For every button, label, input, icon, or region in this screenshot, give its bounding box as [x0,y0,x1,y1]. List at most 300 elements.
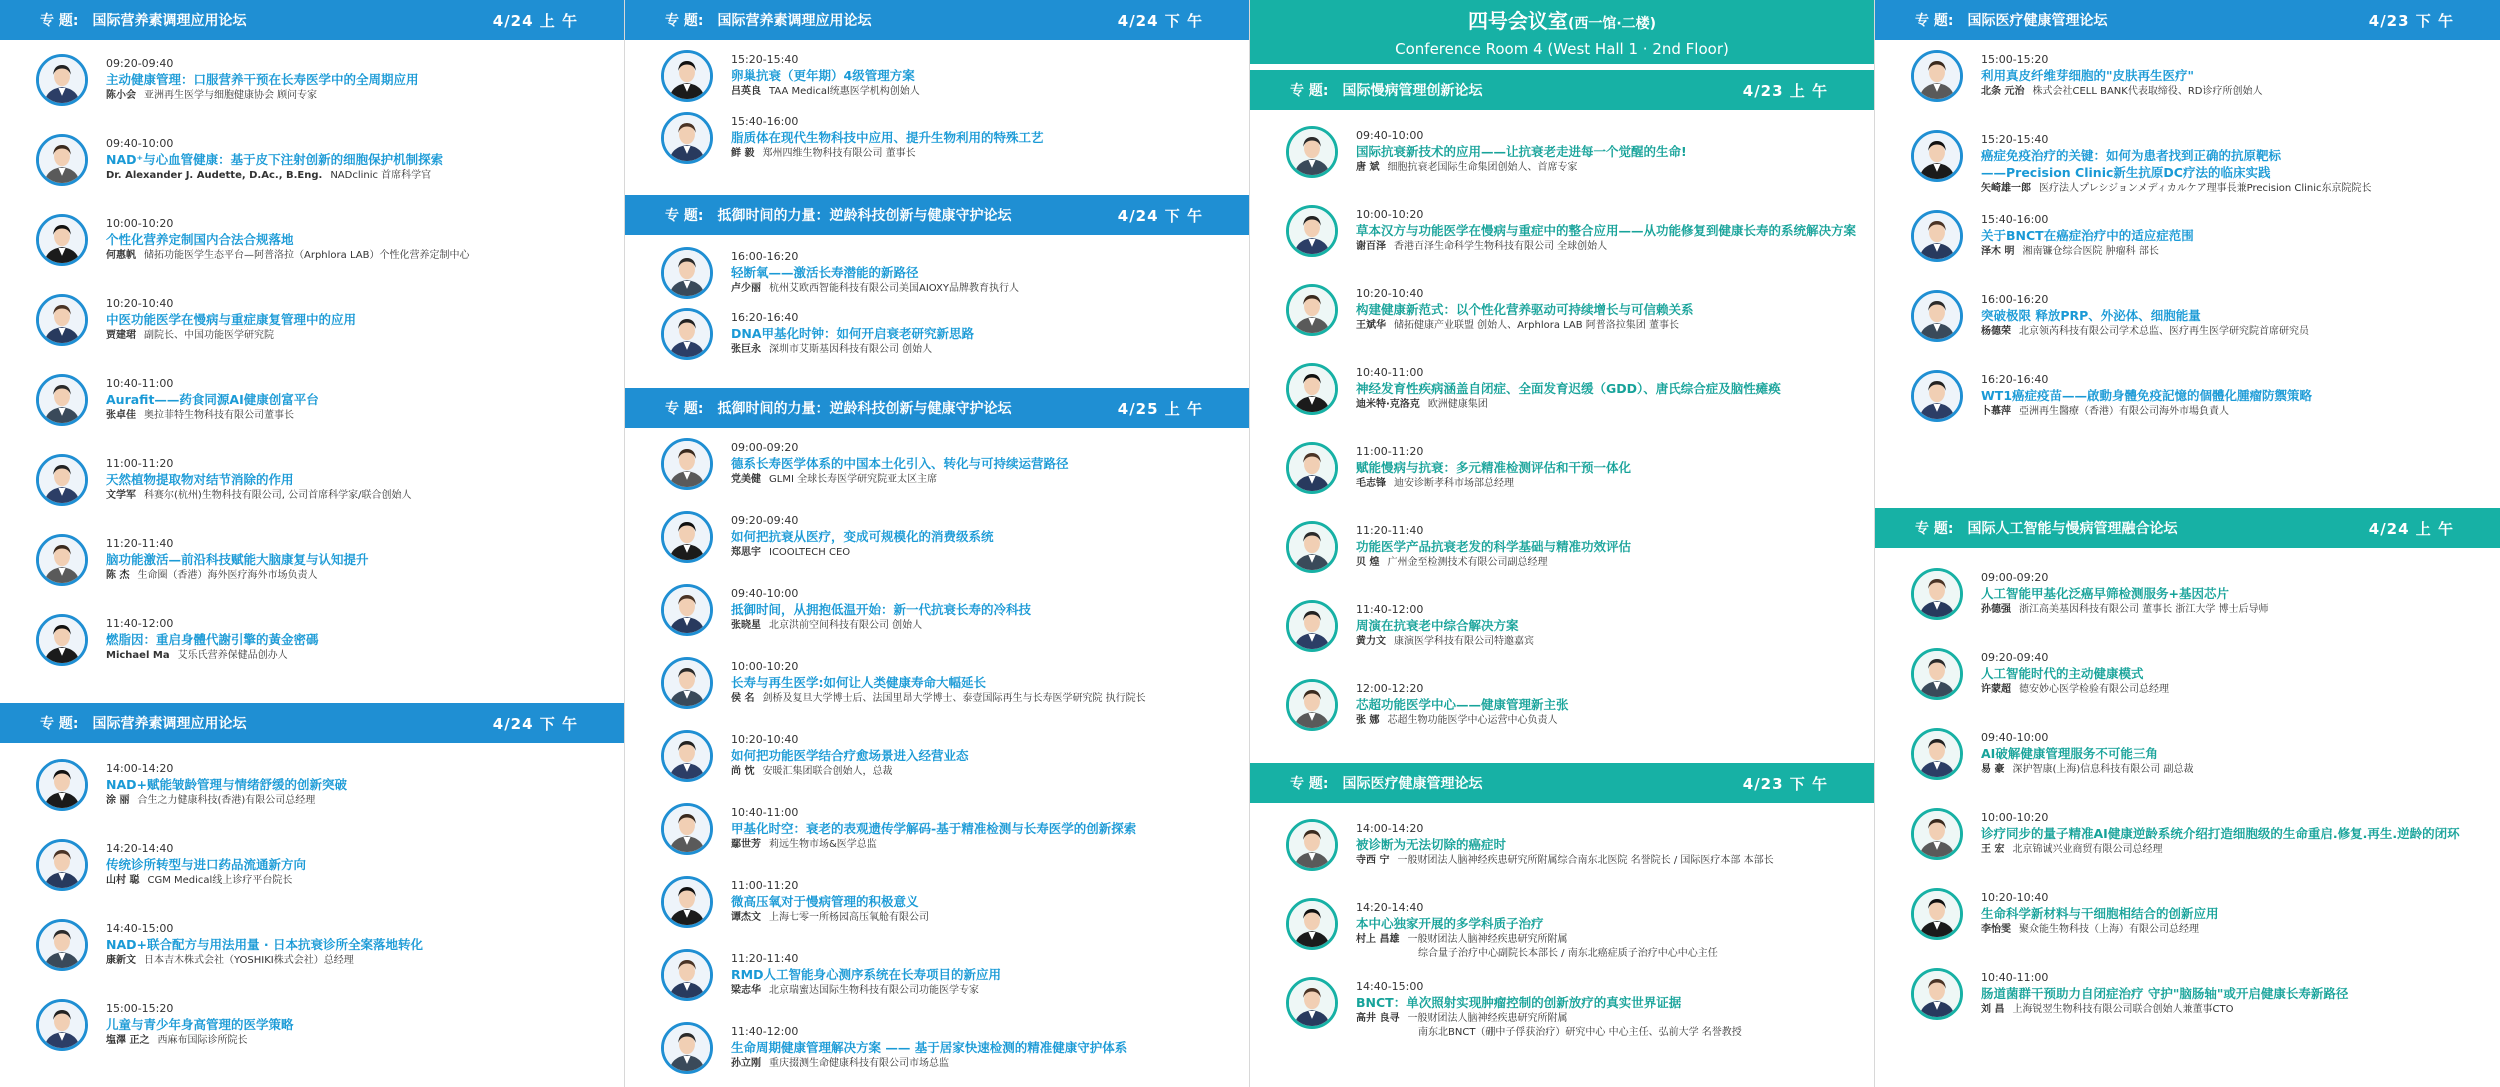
session-topic [1915,10,2107,30]
speaker-role: 科赛尔(杭州)生物科技有限公司, 公司首席科学家/联合创始人 [144,490,412,501]
speaker-photo [1911,568,1963,620]
talk-title: NAD⁺与心血管健康：基于皮下注射创新的细胞保护机制探索 [106,152,444,167]
speaker-name: 迪米特·克洛克 [1356,399,1420,410]
speaker-line [106,408,616,423]
talk-title: 构建健康新范式：以个性化营养驱动可持续增长与可信赖关系 [1356,302,1694,317]
speaker-photo [1911,968,1963,1020]
talk-item [36,450,616,510]
speaker-photo [1286,819,1338,871]
speaker-name: 孙立刚 [731,1058,761,1069]
speaker-name: 塩澤 正之 [106,1035,150,1046]
talk-time: 14:40-15:00 [106,922,174,935]
talk-item [661,653,1241,713]
speaker-name: 村上 昌雄 [1356,934,1400,945]
talk-text [731,951,1241,998]
speaker-name: 许蒙超 [1981,684,2011,695]
talk-item [1286,675,1866,735]
talk-time: 09:40-10:00 [1356,129,1424,142]
speaker-photo [661,1022,713,1074]
speaker-line [1981,84,2492,99]
speaker-photo [1286,600,1338,652]
speaker-name: Michael Ma [106,650,170,661]
speaker-role: 亞洲再生醫療（香港）有限公司海外市場負責人 [2019,406,2229,417]
talk-item [36,210,616,270]
talk-time: 11:20-11:40 [731,952,799,965]
talk-time: 16:20-16:40 [1981,373,2049,386]
speaker-role: 株式会社CELL BANK代表取缔役、RD诊疗所创始人 [2032,86,2263,97]
speaker-photo [1286,126,1338,178]
speaker-name: 北条 元治 [1981,86,2025,97]
speaker-name: 卜慕萍 [1981,406,2011,417]
speaker-role: GLMI 全球长寿医学研究院亚太区主席 [769,474,938,485]
talk-text [731,249,1241,296]
talk-title: 长寿与再生医学:如何让人类健康寿命大幅延长 [731,675,986,690]
talk-text [731,586,1241,633]
session-block [1250,763,1874,1038]
talk-title: 癌症免疫治疗的关键：如何为患者找到正确的抗原靶标 [1981,148,2282,163]
talk-item [36,130,616,190]
talk-item [661,726,1241,786]
speaker-line [106,873,616,888]
talk-text [106,296,616,343]
speaker-photo [661,949,713,1001]
speaker-role: 重庆掇测生命健康科技有限公司市场总监 [769,1058,949,1069]
talk-title: NAD+赋能皱龄管理与情绪舒缓的创新突破 [106,777,347,792]
talk-item [1911,126,2492,194]
talk-item [1911,564,2492,624]
talk-text [731,52,1241,99]
speaker-name: 张巨永 [731,344,761,355]
speaker-role: 上海锐翌生物科技有限公司联合创始人兼董事CTO [2012,1004,2234,1015]
talk-text [1356,286,1866,333]
speaker-line [1981,842,2492,857]
session-topic [1915,518,2177,538]
talk-text [106,136,616,183]
talk-time: 10:40-11:00 [1356,366,1424,379]
speaker-name: 张晓星 [731,620,761,631]
talk-time: 09:20-09:40 [731,514,799,527]
speaker-photo [661,511,713,563]
speaker-role: 迪安诊断孝科市场部总经理 [1394,478,1514,489]
talk-text [731,440,1241,487]
speaker-role-extra: 南东北BNCT（硼中子俘获治疗）研究中心 中心主任、弘前大学 名誉教授 [1418,1027,1742,1038]
speaker-name: 黄力文 [1356,636,1386,647]
speaker-photo [661,657,713,709]
talk-item [661,799,1241,859]
speaker-line [1356,397,1866,412]
session-block [625,0,1249,159]
talk-item [1911,644,2492,704]
talk-text [106,921,616,968]
speaker-role: 副院长、中国功能医学研究院 [144,330,274,341]
topic-name: 国际营养素调理应用论坛 [717,13,872,29]
speaker-name: 毛志锋 [1356,478,1386,489]
topic-name: 抵御时间的力量：逆龄科技创新与健康守护论坛 [717,208,1012,224]
talk-title: 天然植物提取物对结节消除的作用 [106,472,294,487]
speaker-photo [1911,290,1963,342]
speaker-photo [36,614,88,666]
talk-title: 个性化营养定制国内合法合规落地 [106,232,294,247]
session-block [625,388,1249,1069]
speaker-role: 亚洲再生医学与细胞健康协会 顾问专家 [144,90,318,101]
speaker-photo [36,534,88,586]
talk-time: 09:40-10:00 [106,137,174,150]
speaker-photo [1286,442,1338,494]
talk-time: 10:40-11:00 [1981,971,2049,984]
session-date: 4/23 上 午 [1742,81,1828,100]
session-topic [1290,773,1482,793]
session-block [625,195,1249,355]
talk-text [106,616,616,663]
session-block [1875,0,2500,417]
speaker-role: 芯超生物功能医学中心运营中心负责人 [1387,715,1558,726]
speaker-role: 日本吉木株式会社（YOSHIKI株式会社）总经理 [144,955,354,966]
topic-label: 专 题: [665,401,704,417]
speaker-line [731,472,1241,487]
topic-label: 专 题: [40,716,79,732]
session-topic [665,398,1011,418]
speaker-photo [661,730,713,782]
talk-subtitle: ——Precision Clinic新生抗原DC疗法的临床实践 [1981,165,2271,180]
speaker-photo [1286,521,1338,573]
talk-item [1911,286,2492,346]
talk-text [1356,365,1866,412]
speaker-photo [1911,50,1963,102]
talk-item [661,507,1241,567]
talk-text [106,1001,616,1048]
session-topic [665,205,1011,225]
talk-item [1286,122,1866,182]
speaker-name: 李怡雯 [1981,924,2011,935]
talk-item [36,290,616,350]
talk-title: 人工智能甲基化泛癌早筛检测服务+基因芯片 [1981,586,2229,601]
speaker-photo [1911,130,1963,182]
speaker-role: TAA Medical统惠医学机构创始人 [769,86,920,97]
talk-text [1981,890,2492,937]
speaker-line [731,910,1241,925]
talk-time: 10:00-10:20 [731,660,799,673]
speaker-line [1356,318,1866,333]
agenda-column-1 [0,0,625,1087]
speaker-photo [36,839,88,891]
talk-time: 09:40-10:00 [1981,731,2049,744]
talk-text [1356,602,1866,649]
speaker-photo [661,803,713,855]
talk-time: 11:00-11:20 [1356,445,1424,458]
speaker-line [1981,404,2492,419]
speaker-name: 泽木 明 [1981,246,2015,257]
talk-title: 周演在抗衰老中综合解决方案 [1356,618,1519,633]
talk-time: 11:20-11:40 [1356,524,1424,537]
session-topic [40,713,246,733]
talk-text [1981,650,2492,697]
talk-item [1286,517,1866,577]
speaker-role: CGM Medical线上诊疗平台院长 [147,875,293,886]
speaker-role: 医疗法人プレシジョンメディカルケア理事長兼Precision Clinic东京院院长 [2039,183,2372,194]
talk-title: 本中心独家开展的多学科质子治疗 [1356,916,1544,931]
speaker-photo [1286,977,1338,1029]
talk-text [106,761,616,808]
talk-title: 芯超功能医学中心——健康管理新主张 [1356,697,1569,712]
talk-item [36,50,616,110]
talk-item [1286,201,1866,261]
topic-name: 国际营养素调理应用论坛 [92,13,247,29]
speaker-photo [36,54,88,106]
session-header [1875,0,2500,40]
room-name: 四号会议室 [1467,9,1568,33]
speaker-photo [36,214,88,266]
talk-time: 09:20-09:40 [106,57,174,70]
speaker-line [1356,160,1866,175]
agenda-column-4 [1875,0,2500,1087]
topic-name: 抵御时间的力量：逆龄科技创新与健康守护论坛 [717,401,1012,417]
speaker-line [1981,244,2492,259]
speaker-line [106,248,616,263]
talk-text [1981,570,2492,617]
speaker-name: 鄢世芳 [731,839,761,850]
talk-item [1911,46,2492,106]
topic-label: 专 题: [1915,521,1954,537]
talk-time: 10:20-10:40 [106,297,174,310]
speaker-line [1981,602,2492,617]
speaker-photo [1911,648,1963,700]
speaker-line [731,146,1241,161]
speaker-role: 欧洲健康集团 [1427,399,1488,410]
speaker-name: 谭杰文 [731,912,761,923]
speaker-photo [1286,205,1338,257]
speaker-role: 一般财团法人脑神经疾患研究所附属综合南东北医院 名誉院长 / 国际医疗本部 本部长 [1397,855,1774,866]
talk-text [731,878,1241,925]
speaker-line [1356,634,1866,649]
speaker-name: 寺西 宁 [1356,855,1390,866]
speaker-name: 陈 杰 [106,570,130,581]
talk-time: 15:40-16:00 [1981,213,2049,226]
speaker-role: 杭州艾欧西智能科技有限公司美国AIOXY品牌教育执行人 [769,283,1019,294]
talk-item [1911,964,2492,1024]
talk-text [1356,821,1866,868]
speaker-name: 鲜 毅 [731,148,755,159]
speaker-name: 山村 聪 [106,875,140,886]
speaker-role: 艾乐氏营养保健品创办人 [177,650,288,661]
talk-title: 如何把功能医学结合疗愈场景进入经营业态 [731,748,969,763]
speaker-name: 陈小会 [106,90,136,101]
talk-item [36,530,616,590]
speaker-line [106,88,616,103]
talk-time: 10:20-10:40 [731,733,799,746]
talk-time: 10:20-10:40 [1356,287,1424,300]
talk-time: 14:40-15:00 [1356,980,1424,993]
talk-title: 生命科学新材料与干细胞相结合的创新应用 [1981,906,2219,921]
speaker-name: 梁志华 [731,985,761,996]
session-header [1250,70,1874,110]
speaker-line [731,983,1241,998]
talk-item [661,1018,1241,1078]
speaker-role: 奥拉菲特生物科技有限公司董事长 [144,410,294,421]
talk-title: 脂质体在现代生物科技中应用、提升生物利用的特殊工艺 [731,130,1044,145]
speaker-line [1356,555,1866,570]
talk-item [661,108,1241,168]
speaker-name: 贾建珺 [106,330,136,341]
session-header [1250,763,1874,803]
speaker-role: 北京洪前空间科技有限公司 创始人 [769,620,923,631]
talk-title: 甲基化时空：衰老的表观遗传学解码-基于精准检测与长寿医学的创新探索 [731,821,1137,836]
talk-time: 15:40-16:00 [731,115,799,128]
speaker-role: 储拓功能医学生态平台—阿普洛拉（Arphlora LAB）个性化营养定制中心 [144,250,470,261]
talk-time: 10:00-10:20 [106,217,174,230]
speaker-name: 矢崎雄一郎 [1981,183,2031,194]
talk-item [661,46,1241,106]
speaker-role: 浙江高美基因科技有限公司 董事长 浙江大学 博士后导师 [2019,604,2269,615]
talk-text [1356,444,1866,491]
speaker-line [731,764,1241,779]
talk-text [1356,523,1866,570]
talk-text [1356,900,1866,961]
speaker-line [1981,1002,2492,1017]
room-banner [1250,0,1874,64]
talk-time: 10:00-10:20 [1981,811,2049,824]
talk-item [1911,884,2492,944]
speaker-photo [661,438,713,490]
talk-time: 16:20-16:40 [731,311,799,324]
room-title [1250,0,1874,39]
talk-title: Aurafit——药食同源AI健康创富平台 [106,392,319,407]
speaker-photo [1286,284,1338,336]
talk-item [1286,438,1866,498]
topic-name: 国际医疗健康管理论坛 [1967,13,2108,29]
session-topic [1290,80,1482,100]
talk-title: 赋能慢病与抗衰：多元精准检测评估和干预一体化 [1356,460,1632,475]
talk-time: 16:00-16:20 [731,250,799,263]
speaker-name: 唐 斌 [1356,162,1380,173]
speaker-role: 莉远生物市场&医学总监 [769,839,877,850]
talk-time: 10:40-11:00 [106,377,174,390]
talk-item [1911,366,2492,426]
speaker-line [1356,932,1866,947]
talk-text [106,376,616,423]
talk-title: 卵巢抗衰（更年期）4级管理方案 [731,68,915,83]
speaker-name: 杨德荣 [1981,326,2011,337]
session-block [0,703,624,1046]
talk-time: 14:00-14:20 [106,762,174,775]
talk-text [106,56,616,103]
talk-text [1981,730,2492,777]
speaker-name: 涂 丽 [106,795,130,806]
speaker-role: 上海七零一所杨园高压氧舱有限公司 [769,912,929,923]
session-date: 4/24 上 午 [2368,519,2454,538]
talk-title: 儿童与青少年身高管理的医学策略 [106,1017,294,1032]
speaker-line [1981,922,2492,937]
session-date: 4/24 下 午 [492,714,578,733]
speaker-name: 吕英良 [731,86,761,97]
talk-item [661,945,1241,1005]
talk-time: 11:00-11:20 [106,457,174,470]
talk-item [661,304,1241,364]
topic-name: 国际营养素调理应用论坛 [92,716,247,732]
talk-text [1356,681,1866,728]
talk-time: 14:20-14:40 [106,842,174,855]
speaker-name: 张卓佳 [106,410,136,421]
speaker-line [731,545,1241,560]
talk-time: 09:00-09:20 [1981,571,2049,584]
talk-title: DNA甲基化时钟：如何开启衰老研究新思路 [731,326,975,341]
speaker-line [106,1033,616,1048]
session-date: 4/23 下 午 [1742,774,1828,793]
talk-title: BNCT：单次照射实现肿瘤控制的创新放疗的真实世界证据 [1356,995,1682,1010]
speaker-line [1356,1011,1866,1026]
speaker-line [106,953,616,968]
talk-time: 11:00-11:20 [731,879,799,892]
talk-item [36,755,616,815]
talk-time: 10:20-10:40 [1981,891,2049,904]
talk-text [1981,132,2492,196]
talk-text [106,841,616,888]
talk-item [661,243,1241,303]
talk-text [731,1024,1241,1071]
speaker-name: 高井 良寻 [1356,1013,1400,1024]
talk-title: 国际抗衰新技术的应用——让抗衰老走进每一个觉醒的生命! [1356,144,1687,159]
session-header [625,0,1249,40]
speaker-line [1356,853,1866,868]
speaker-photo [1286,679,1338,731]
speaker-line [731,1056,1241,1071]
talk-text [1981,52,2492,99]
speaker-line [731,618,1241,633]
speaker-line [106,328,616,343]
speaker-line [731,837,1241,852]
speaker-role: 康演医学科技有限公司特邀嘉宾 [1394,636,1534,647]
topic-label: 专 题: [1915,13,1954,29]
speaker-line [731,281,1241,296]
talk-time: 15:20-15:40 [731,53,799,66]
talk-text [106,536,616,583]
talk-title: 诊疗同步的量子精准AI健康逆龄系统介绍打造细胞级的生命重启.修复.再生.逆龄的闭环 [1981,826,2460,841]
talk-time: 15:00-15:20 [106,1002,174,1015]
talk-title: RMD人工智能身心测序系统在长寿项目的新应用 [731,967,1001,982]
speaker-photo [661,112,713,164]
speaker-photo [36,294,88,346]
speaker-role: NADclinic 首席科学官 [330,170,432,181]
talk-time: 10:00-10:20 [1356,208,1424,221]
speaker-name: 王 宏 [1981,844,2005,855]
speaker-photo [661,308,713,360]
speaker-role: 细胞抗衰老国际生命集团创始人、首席专家 [1387,162,1578,173]
speaker-name: 易 豪 [1981,764,2005,775]
speaker-role: 深护智康(上海)信息科技有限公司 副总裁 [2012,764,2194,775]
talk-time: 09:20-09:40 [1981,651,2049,664]
talk-item [1911,724,2492,784]
talk-item [1286,894,1866,959]
topic-label: 专 题: [40,13,79,29]
talk-text [731,732,1241,779]
talk-title: 微高压氧对于慢病管理的积极意义 [731,894,919,909]
talk-title: 脑功能激活—前沿科技赋能大脑康复与认知提升 [106,552,369,567]
talk-text [731,114,1241,161]
speaker-role: 储拓健康产业联盟 创始人、Arphlora LAB 阿普洛拉集团 董事长 [1394,320,1679,331]
talk-time: 15:20-15:40 [1981,133,2049,146]
talk-time: 12:00-12:20 [1356,682,1424,695]
speaker-name: 孙德强 [1981,604,2011,615]
speaker-photo [36,759,88,811]
speaker-role: 北京锦诚兴业商贸有限公司总经理 [2012,844,2163,855]
talk-text [106,216,616,263]
agenda-column-2 [625,0,1250,1087]
talk-time: 11:40-12:00 [1356,603,1424,616]
speaker-name: 贝 煌 [1356,557,1380,568]
talk-item [1911,804,2492,864]
speaker-photo [36,454,88,506]
talk-item [1286,973,1866,1038]
speaker-line [731,691,1241,706]
